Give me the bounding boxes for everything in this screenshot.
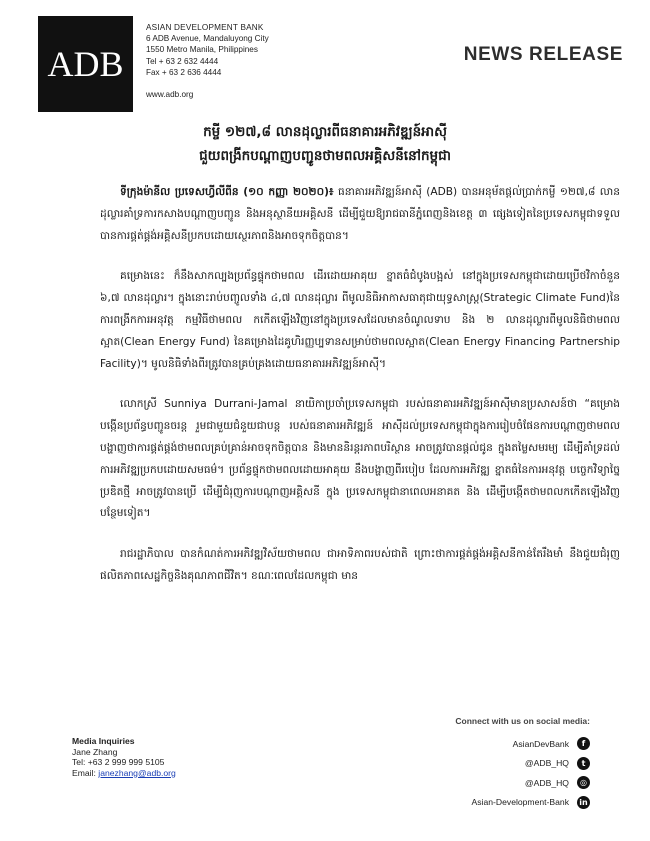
paragraph-4: រាជរដ្ឋាភិបាល បានកំណត់ការអភិវឌ្ឍវិស័យថាមពល ជាអាទិភាពរបស់ជាតិ ព្រោះថាការផ្គត់ផ្គង់អគ្គិសនីកាន់តែរឹងមាំ នឹងជួយជំរុញផលិតភាពសេដ្ឋកិច្ចនិងគុណភាពជីវិត។ ខណៈពេលដែលកម្ពុជា មាន bbox=[100, 548, 620, 582]
social-label: AsianDevBank bbox=[512, 738, 569, 749]
address-line-1: 6 ADB Avenue, Mandaluyong City bbox=[146, 34, 269, 44]
twitter-icon: t bbox=[577, 757, 590, 770]
logo-text: ADB bbox=[47, 44, 124, 84]
article-body bbox=[100, 182, 620, 607]
address-line-2: 1550 Metro Manila, Philippines bbox=[146, 45, 258, 55]
headline-line-1: កម្ចី ១២៧,៨ លានដុល្លារពីធនាគារអភិវឌ្ឍន៍អាស៊ី bbox=[203, 124, 447, 140]
tel-line: Tel + 63 2 632 4444 bbox=[146, 56, 219, 66]
email-link[interactable]: janezhang@adb.org bbox=[98, 767, 176, 778]
social-facebook[interactable] bbox=[390, 734, 590, 754]
instagram-icon: ◎ bbox=[577, 776, 590, 789]
adb-logo bbox=[38, 16, 133, 112]
fax-line: Fax + 63 2 636 4444 bbox=[146, 67, 222, 77]
email-label: Email: bbox=[72, 767, 96, 778]
paragraph-1 bbox=[100, 182, 620, 247]
social-label: @ADB_HQ bbox=[524, 777, 569, 788]
social-title: Connect with us on social media: bbox=[455, 716, 590, 726]
org-name: ASIAN DEVELOPMENT BANK bbox=[146, 23, 264, 32]
headline bbox=[60, 120, 590, 168]
social-twitter[interactable] bbox=[390, 754, 590, 774]
website-link[interactable]: www.adb.org bbox=[146, 90, 194, 100]
social-label: Asian-Development-Bank bbox=[471, 797, 569, 808]
social-label: @ADB_HQ bbox=[524, 758, 569, 769]
media-contact-name: Jane Zhang bbox=[72, 746, 118, 757]
paragraph-1-text: ធនាគារអភិវឌ្ឍន៍អាស៊ី (ADB) បានអនុម័តផ្តល់ប្រាក់កម្ចី ១២៧,៨ លានដុល្លារគាំទ្រការកសាងបណ្តាញបញ្ជូន និងអនុស្ថានីយអគ្គិសនី ដើម្បីជួយឱ្យរាជធានីភ្នំពេញនិងខេត្ត ៣ ផ្សេងទៀតនៃប្រទេសកម្ពុជាទទួលបានការផ្គត់ផ្គង់អគ្គិសនីប្រកបដោយស្ថេរភាពនិងអាចទុកចិត្តបាន។ bbox=[100, 186, 620, 242]
address-block bbox=[146, 22, 269, 100]
paragraph-2: គម្រោងនេះ ក៏នឹងសាកល្បងប្រព័ន្ធផ្ទុកថាមពល ដើរដោយអាគុយ ខ្នាតធំជំបូងបង្អស់ នៅក្នុងប្រទេសកម្ពុជាដោយប្រើថវិកាចំនួន ៦,៧ លានដុល្លារ។ ក្នុងនោះរាប់បញ្ចូលទាំង ៤,៧ លានដុល្លារ ពីមូលនិធិអាកាសធាតុជាយុទ្ធសាស្ត្រ(Strategic Climate Fund)នៃការពង្រីកការអនុវត្ត កម្មវិធីថាមពល កកើតឡើងវិញនៅក្នុងប្រទេសដែលមានចំណូលទាប និង ២ លានដុល្លារពីមូលនិធិថាមពលស្អាត(Clean Energy Fund) នៃគម្រោងដៃគូហិរញ្ញប្បទានសម្រាប់ថាមពលស្អាត(Clean Energy Financing Partnership Facility)។ មូលនិធិទាំងពីរត្រូវបានគ្រប់គ្រងដោយធនាគារអភិវឌ្ឍន៍អាស៊ី។ bbox=[100, 270, 620, 370]
facebook-icon: f bbox=[577, 737, 590, 750]
social-instagram[interactable] bbox=[390, 773, 590, 793]
linkedin-icon: in bbox=[577, 796, 590, 809]
media-tel: Tel: +63 2 999 999 5105 bbox=[72, 757, 165, 768]
media-email-line bbox=[72, 768, 176, 779]
news-release-label: NEWS RELEASE bbox=[463, 44, 623, 65]
media-inquiries bbox=[72, 736, 176, 778]
paragraph-3: លោកស្រី Sunniya Durrani-Jamal នាយិកាប្រចាំប្រទេសកម្ពុជា របស់ធនាគារអភិវឌ្ឍន៍អាស៊ីមានប្រសាសន៍ថា “គម្រោងបង្កើនប្រព័ន្ធបញ្ជូនចរន្ត រួមជាមួយជំនួយជាបន្ត របស់ធនាគារអភិវឌ្ឍន៍ អាស៊ីដល់ប្រទេសកម្ពុជាក្នុងការរៀបចំផែនការបណ្តាញថាមពល បង្ហាញថាការផ្គត់ផ្គង់ថាមពលគ្រប់គ្រាន់អាចទុកចិត្តបាន និងមាននិរន្តរភាពបរិស្ថាន អាចត្រូវបានផ្តល់ជូន ក្នុងតម្លៃសមរម្យ ដើម្បីគាំទ្រដល់ ការអភិវឌ្ឍប្រកបដោយសមធម៌។ ប្រព័ន្ធផ្ទុកថាមពលដោយអាគុយ នឹងបង្ហាញពីរបៀប ដែលការអភិវឌ្ឍ ខ្នាតធំនៃការអនុវត្ត បច្ចេកវិទ្យាច្នៃប្រឌិតថ្មី អាចត្រូវបានប្រើ ដើម្បីជំរុញការបណ្តាញអគ្គិសនី ក្នុង ប្រទេសកម្ពុជានាពេលអនាគត និង ដើម្បីបង្កើតថាមពលកកើតឡើងវិញបន្ថែមទៀត។ bbox=[100, 398, 620, 520]
social-linkedin[interactable] bbox=[390, 793, 590, 813]
dateline: ទីក្រុងម៉ានីល ប្រទេសហ្វីលីពីន (១០ កញ្ញា ២០២០)៖ bbox=[120, 186, 334, 198]
headline-line-2: ជួយពង្រីកបណ្តាញបញ្ជូនថាមពលអគ្គិសនីនៅកម្ពុជា bbox=[199, 148, 451, 164]
media-title: Media Inquiries bbox=[72, 736, 135, 746]
social-links bbox=[390, 734, 590, 812]
